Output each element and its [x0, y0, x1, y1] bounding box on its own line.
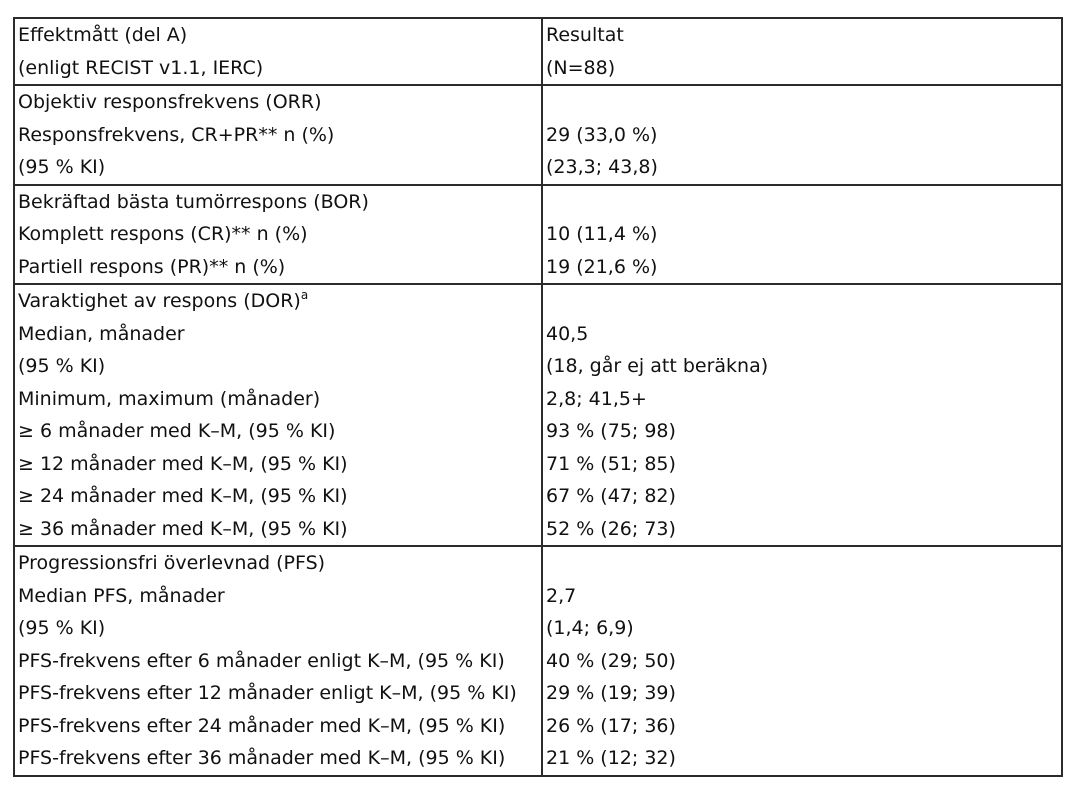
row-value: 40 % (29; 50) [546, 649, 676, 672]
section-dor [14, 284, 1062, 546]
row-label: ≥ 12 månader med K–M, (95 % KI) [18, 452, 348, 475]
section-orr-labels [14, 85, 542, 185]
section-title-spacer [546, 86, 1061, 119]
header-measure-line-2: (enligt RECIST v1.1, IERC) [18, 56, 264, 79]
header-result-cell [542, 18, 1062, 85]
section-pfs-values [542, 546, 1062, 776]
header-result-line-1: Resultat [546, 24, 624, 46]
row-value: 29 (33,0 %) [546, 123, 658, 146]
row-label: ≥ 36 månader med K–M, (95 % KI) [18, 517, 348, 540]
row-value: 21 % (12; 32) [546, 747, 676, 769]
row-label: Median, månader [18, 322, 185, 345]
section-dor-values [542, 284, 1062, 546]
header-result-line-2: (N=88) [546, 56, 616, 79]
row-label: (95 % KI) [18, 355, 106, 377]
row-value: 40,5 [546, 322, 589, 345]
row-label: ≥ 24 månader med K–M, (95 % KI) [18, 485, 348, 507]
row-value: 93 % (75; 98) [546, 420, 676, 442]
row-value: 26 % (17; 36) [546, 714, 676, 737]
section-title: Bekräftad bästa tumörrespons (BOR) [18, 190, 369, 213]
row-value: 67 % (47; 82) [546, 485, 676, 507]
section-orr [14, 85, 1062, 185]
section-title-spacer [546, 285, 1061, 318]
row-label: Responsfrekvens, CR+PR** n (%) [18, 123, 335, 146]
section-title-spacer [546, 186, 1061, 219]
row-label: Komplett respons (CR)** n (%) [18, 223, 308, 245]
section-title-spacer [546, 547, 1061, 580]
efficacy-table [13, 17, 1063, 777]
row-value: (23,3; 43,8) [546, 156, 658, 178]
row-value: 2,8; 41,5+ [546, 387, 647, 410]
row-label: PFS-frekvens efter 36 månader med K–M, (95 % KI) [18, 747, 506, 769]
section-pfs [14, 546, 1062, 776]
section-bor [14, 185, 1062, 285]
row-label: PFS-frekvens efter 12 månader enligt K–M, (95 % KI) [18, 682, 517, 704]
row-value: 71 % (51; 85) [546, 452, 676, 475]
row-value: 2,7 [546, 584, 577, 607]
header-row [14, 18, 1062, 85]
row-label: (95 % KI) [18, 617, 106, 639]
section-title: Progressionsfri överlevnad (PFS) [18, 552, 326, 574]
section-bor-labels [14, 185, 542, 285]
section-pfs-labels [14, 546, 542, 776]
row-value: 19 (21,6 %) [546, 255, 658, 278]
section-title: Objektiv responsfrekvens (ORR) [18, 91, 322, 113]
section-dor-labels [14, 284, 542, 546]
section-title-wrap [18, 285, 541, 318]
row-value: 10 (11,4 %) [546, 223, 658, 245]
row-value: 29 % (19; 39) [546, 682, 676, 704]
row-value: (18, går ej att beräkna) [546, 355, 769, 377]
footnote-marker: a [300, 287, 309, 302]
section-bor-values [542, 185, 1062, 285]
row-value: (1,4; 6,9) [546, 617, 634, 639]
row-label: PFS-frekvens efter 24 månader med K–M, (95 % KI) [18, 714, 506, 737]
row-label: Minimum, maximum (månader) [18, 387, 321, 410]
row-label: (95 % KI) [18, 156, 106, 178]
row-label: Median PFS, månader [18, 584, 225, 607]
section-orr-values [542, 85, 1062, 185]
row-label: PFS-frekvens efter 6 månader enligt K–M, (95 % KI) [18, 649, 505, 672]
row-label: Partiell respons (PR)** n (%) [18, 255, 286, 278]
header-measure-line-1: Effektmått (del A) [18, 24, 188, 46]
section-title: Varaktighet av respons (DOR) [18, 290, 301, 312]
row-label: ≥ 6 månader med K–M, (95 % KI) [18, 420, 336, 442]
header-measure-cell [14, 18, 542, 85]
row-value: 52 % (26; 73) [546, 517, 676, 540]
